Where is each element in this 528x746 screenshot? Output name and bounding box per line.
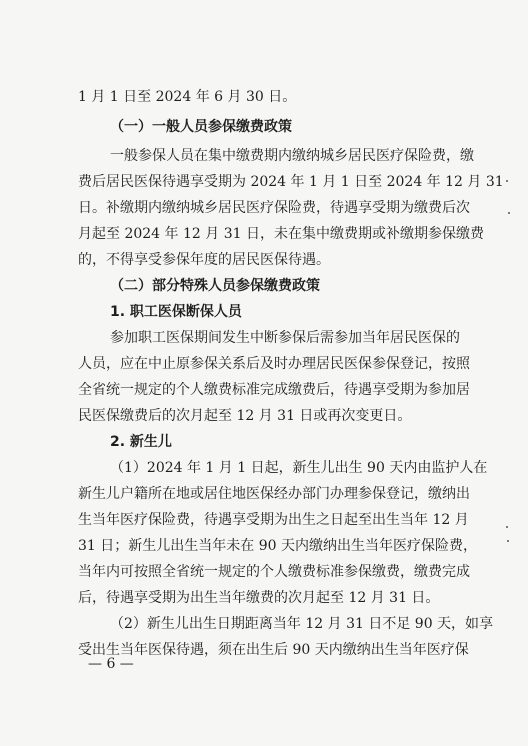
- page-number: — 6 —: [88, 656, 134, 672]
- subheading-employee-insurance: 1. 职工医保断保人员: [110, 304, 242, 320]
- text-line: （1）2024 年 1 月 1 日起，新生儿出生 90 天内由监护人在: [110, 460, 488, 476]
- subheading-newborn: 2. 新生儿: [110, 434, 172, 450]
- text-line: 一般参保人员在集中缴费期内缴纳城乡居民医疗保险费，缴: [110, 148, 474, 164]
- scan-speck: [507, 540, 509, 542]
- scan-speck: [506, 180, 508, 182]
- text-line: 参加职工医保期间发生中断参保后需参加当年居民医保的: [110, 330, 460, 346]
- scan-speck: [506, 526, 508, 528]
- text-line: 日。补缴期内缴纳城乡居民医疗保险费，待遇享受期为缴费后次: [78, 200, 470, 216]
- text-line: 受出生当年医保待遇，须在出生后 90 天内缴纳出生当年医疗保: [78, 642, 469, 658]
- text-line: 民医保缴费后的次月起至 12 月 31 日或再次变更日。: [78, 408, 412, 424]
- text-line: 后，待遇享受期为出生当年缴费的次月起至 12 月 31 日。: [78, 590, 440, 606]
- text-line: 生当年医疗保险费，待遇享受期为出生之日起至出生当年 12 月: [78, 512, 469, 528]
- section-heading-special: （二）部分特殊人员参保缴费政策: [110, 278, 320, 294]
- text-line: 全省统一规定的个人缴费标准完成缴费后，待遇享受期为参加居: [78, 382, 470, 398]
- section-heading-general: （一）一般人员参保缴费政策: [110, 119, 292, 135]
- text-line: 费后居民医保待遇享受期为 2024 年 1 月 1 日至 2024 年 12 月 31: [78, 174, 504, 190]
- scan-speck: [508, 212, 510, 214]
- text-line: 月起至 2024 年 12 月 31 日，未在集中缴费期或补缴期参保缴费: [78, 226, 484, 242]
- text-line: 当年内可按照全省统一规定的个人缴费标准参保缴费，缴费完成: [78, 564, 470, 580]
- text-line: 1 月 1 日至 2024 年 6 月 30 日。: [78, 89, 297, 105]
- text-line: 31 日；新生儿出生当年未在 90 天内缴纳出生当年医疗保险费，: [78, 538, 477, 554]
- text-line: 新生儿户籍所在地或居住地医保经办部门办理参保登记，缴纳出: [78, 486, 470, 502]
- text-line: （2）新生儿出生日期距离当年 12 月 31 日不足 90 天，如享: [110, 616, 494, 632]
- text-line: 的，不得享受参保年度的居民医保待遇。: [78, 252, 330, 268]
- text-line: 人员，应在中止原参保关系后及时办理居民医保参保登记，按照: [78, 356, 470, 372]
